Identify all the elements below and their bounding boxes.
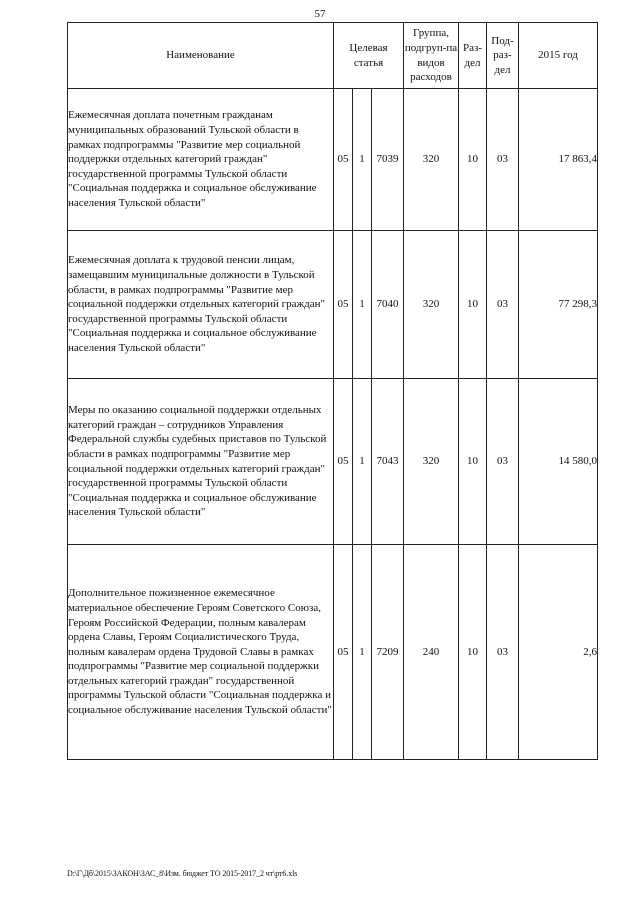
row-program-code: 05 [334, 231, 353, 379]
header-row [68, 23, 598, 89]
row-subsection: 03 [487, 231, 519, 379]
row-article-code: 7039 [372, 89, 404, 231]
table-row [68, 89, 598, 231]
header-expense-group: Группа, подгруп-па видов расходов [404, 23, 459, 89]
row-expense-group: 320 [404, 379, 459, 545]
row-subprogram-code: 1 [353, 231, 372, 379]
row-section: 10 [459, 89, 487, 231]
row-program-code: 05 [334, 379, 353, 545]
row-amount: 14 580,0 [519, 379, 598, 545]
row-article-code: 7043 [372, 379, 404, 545]
row-expense-group: 320 [404, 89, 459, 231]
page-number: 57 [314, 8, 326, 20]
row-article-code: 7040 [372, 231, 404, 379]
table-row [68, 545, 598, 760]
row-section: 10 [459, 379, 487, 545]
row-name: Ежемесячная доплата почетным гражданам муниципальных образований Тульской области в рамках подпрограммы "Развитие мер социальной поддержки отдельных категорий граждан" государственной программы Тульской области "Социальная поддержка и социальное обслуживание населения Тульской области" [68, 89, 334, 231]
row-amount: 2,6 [519, 545, 598, 760]
row-name: Ежемесячная доплата к трудовой пенсии лицам, замещавшим муниципальные должности в Тульской области, в рамках подпрограммы "Развитие мер социальной поддержки отдельных категорий граждан" государственной программы Тульской области "Социальная поддержка и социальное обслуживание населения Тульской области" [68, 231, 334, 379]
file-path-footer: D:\Г\Дб\2015\ЗАКОН\ЗАС_8\Изм. бюджет ТО 2015-2017_2 чт\рт6.xls [67, 869, 298, 878]
row-expense-group: 320 [404, 231, 459, 379]
row-subprogram-code: 1 [353, 379, 372, 545]
header-section: Раз-дел [459, 23, 487, 89]
header-year: 2015 год [519, 23, 598, 89]
table-row [68, 231, 598, 379]
header-subsection: Под-раз-дел [487, 23, 519, 89]
row-program-code: 05 [334, 545, 353, 760]
table-row [68, 379, 598, 545]
row-subsection: 03 [487, 89, 519, 231]
row-program-code: 05 [334, 89, 353, 231]
row-expense-group: 240 [404, 545, 459, 760]
row-subsection: 03 [487, 545, 519, 760]
row-subsection: 03 [487, 379, 519, 545]
row-section: 10 [459, 231, 487, 379]
row-subprogram-code: 1 [353, 545, 372, 760]
row-name: Меры по оказанию социальной поддержки отдельных категорий граждан – сотрудников Управления Федеральной службы судебных приставов по Тульской области в рамках подпрограммы "Развитие мер социальной поддержки отдельных категорий граждан" государственной программы Тульской области "Социальная поддержка и социальное обслуживание населения Тульской области" [68, 379, 334, 545]
row-amount: 77 298,3 [519, 231, 598, 379]
budget-table [67, 22, 598, 760]
row-article-code: 7209 [372, 545, 404, 760]
row-name: Дополнительное пожизненное ежемесячное материальное обеспечение Героям Советского Союза, Героям Российской Федерации, полным кавалерам ордена Славы, Героям Социалистического Труда, полным кавалерам ордена Трудовой Славы в рамках подпрограммы "Развитие мер социальной поддержки отдельных категорий граждан" государственной программы Тульской области "Социальная поддержка и социальное обслуживание населения Тульской области" [68, 545, 334, 760]
row-amount: 17 863,4 [519, 89, 598, 231]
header-target-article: Целевая статья [334, 23, 404, 89]
header-name: Наименование [68, 23, 334, 89]
row-subprogram-code: 1 [353, 89, 372, 231]
row-section: 10 [459, 545, 487, 760]
